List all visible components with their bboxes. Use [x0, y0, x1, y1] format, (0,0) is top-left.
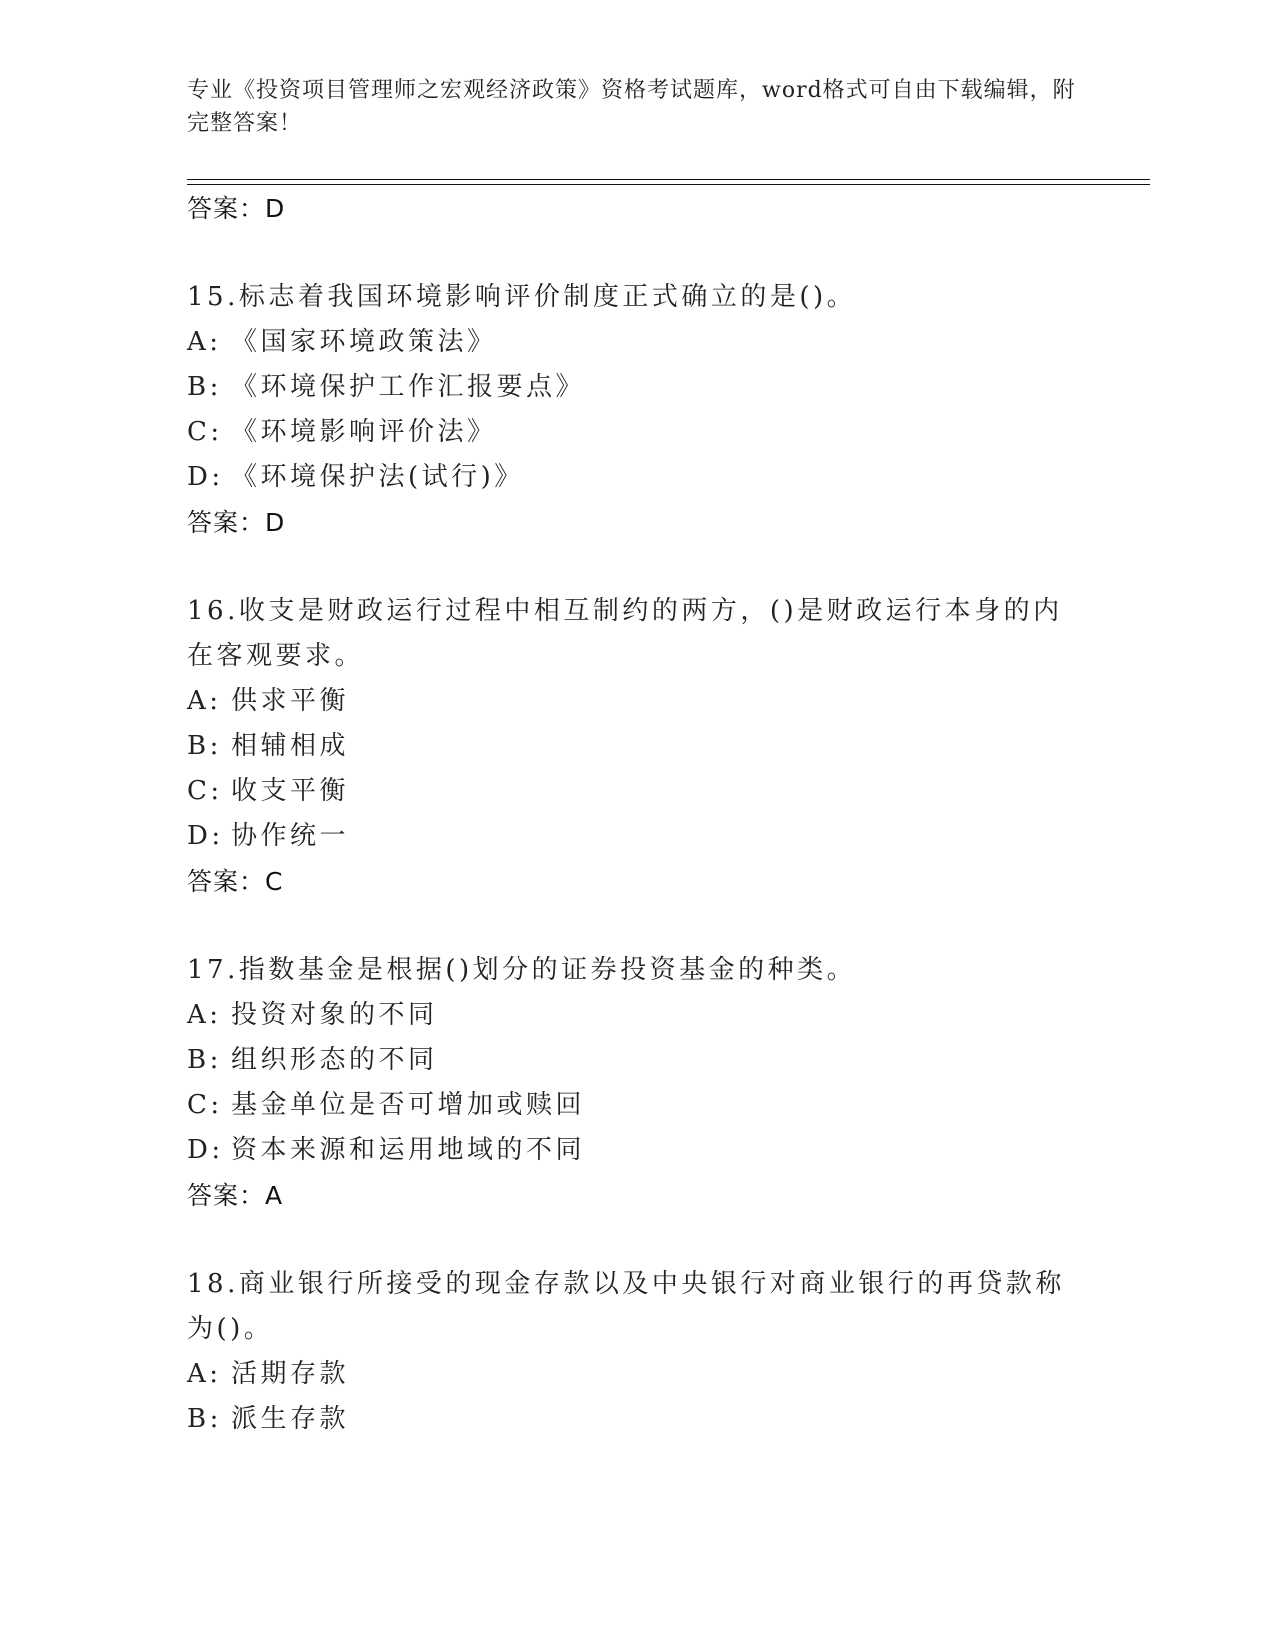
question-block — [187, 948, 1087, 1218]
option-text: 《环境保护工作汇报要点》 — [231, 372, 586, 402]
option-key: A: — [187, 1359, 222, 1389]
header-rule-bottom — [187, 184, 1150, 185]
option-key: A: — [187, 327, 222, 357]
option-text: 基金单位是否可增加或赎回 — [231, 1090, 586, 1120]
question-stem: 18.商业银行所接受的现金存款以及中央银行对商业银行的再贷款称为()。 — [187, 1269, 1065, 1344]
option-key: B: — [187, 1045, 222, 1075]
option-key: D: — [187, 821, 224, 851]
option-b — [187, 365, 1087, 410]
option-b — [187, 1038, 1087, 1083]
question-stem: 17.指数基金是根据()划分的证券投资基金的种类。 — [187, 955, 857, 985]
option-d — [187, 455, 1087, 500]
option-key: B: — [187, 731, 222, 761]
option-d — [187, 1128, 1087, 1173]
option-key: C: — [187, 1090, 223, 1120]
option-a — [187, 1352, 1087, 1397]
option-a — [187, 320, 1087, 365]
option-a — [187, 679, 1087, 724]
option-key: A: — [187, 1000, 222, 1030]
option-b — [187, 1397, 1087, 1442]
option-text: 相辅相成 — [231, 731, 350, 761]
option-text: 收支平衡 — [231, 776, 350, 806]
option-text: 活期存款 — [231, 1359, 350, 1389]
option-key: D: — [187, 1135, 224, 1165]
header-rule-top — [187, 179, 1150, 180]
option-text: 组织形态的不同 — [231, 1045, 438, 1075]
answer-line: 答案：D — [187, 508, 286, 537]
option-a — [187, 993, 1087, 1038]
question-block — [187, 589, 1087, 904]
option-key: C: — [187, 417, 223, 447]
answer-line: 答案：D — [187, 194, 286, 223]
option-text: 投资对象的不同 — [231, 1000, 438, 1030]
question-stem: 16.收支是财政运行过程中相互制约的两方，()是财政运行本身的内在客观要求。 — [187, 596, 1063, 671]
option-d — [187, 814, 1087, 859]
option-key: B: — [187, 372, 222, 402]
option-c — [187, 769, 1087, 814]
question-content — [187, 186, 1087, 1442]
question-block — [187, 275, 1087, 545]
option-text: 供求平衡 — [231, 686, 350, 716]
option-c — [187, 410, 1087, 455]
option-key: C: — [187, 776, 223, 806]
option-text: 资本来源和运用地域的不同 — [231, 1135, 586, 1165]
option-text: 协作统一 — [231, 821, 350, 851]
question-block — [187, 1262, 1087, 1442]
answer-line: 答案：A — [187, 1181, 284, 1210]
option-text: 《环境保护法(试行)》 — [231, 462, 524, 492]
option-text: 《国家环境政策法》 — [231, 327, 497, 357]
option-text: 《环境影响评价法》 — [231, 417, 497, 447]
answer-line: 答案：C — [187, 867, 284, 896]
question-stem: 15.标志着我国环境影响评价制度正式确立的是()。 — [187, 282, 857, 312]
option-b — [187, 724, 1087, 769]
option-key: B: — [187, 1404, 222, 1434]
option-c — [187, 1083, 1087, 1128]
option-key: D: — [187, 462, 224, 492]
document-header: 专业《投资项目管理师之宏观经济政策》资格考试题库，word格式可自由下载编辑，附完整答案！ — [187, 78, 1076, 136]
option-text: 派生存款 — [231, 1404, 350, 1434]
option-key: A: — [187, 686, 222, 716]
